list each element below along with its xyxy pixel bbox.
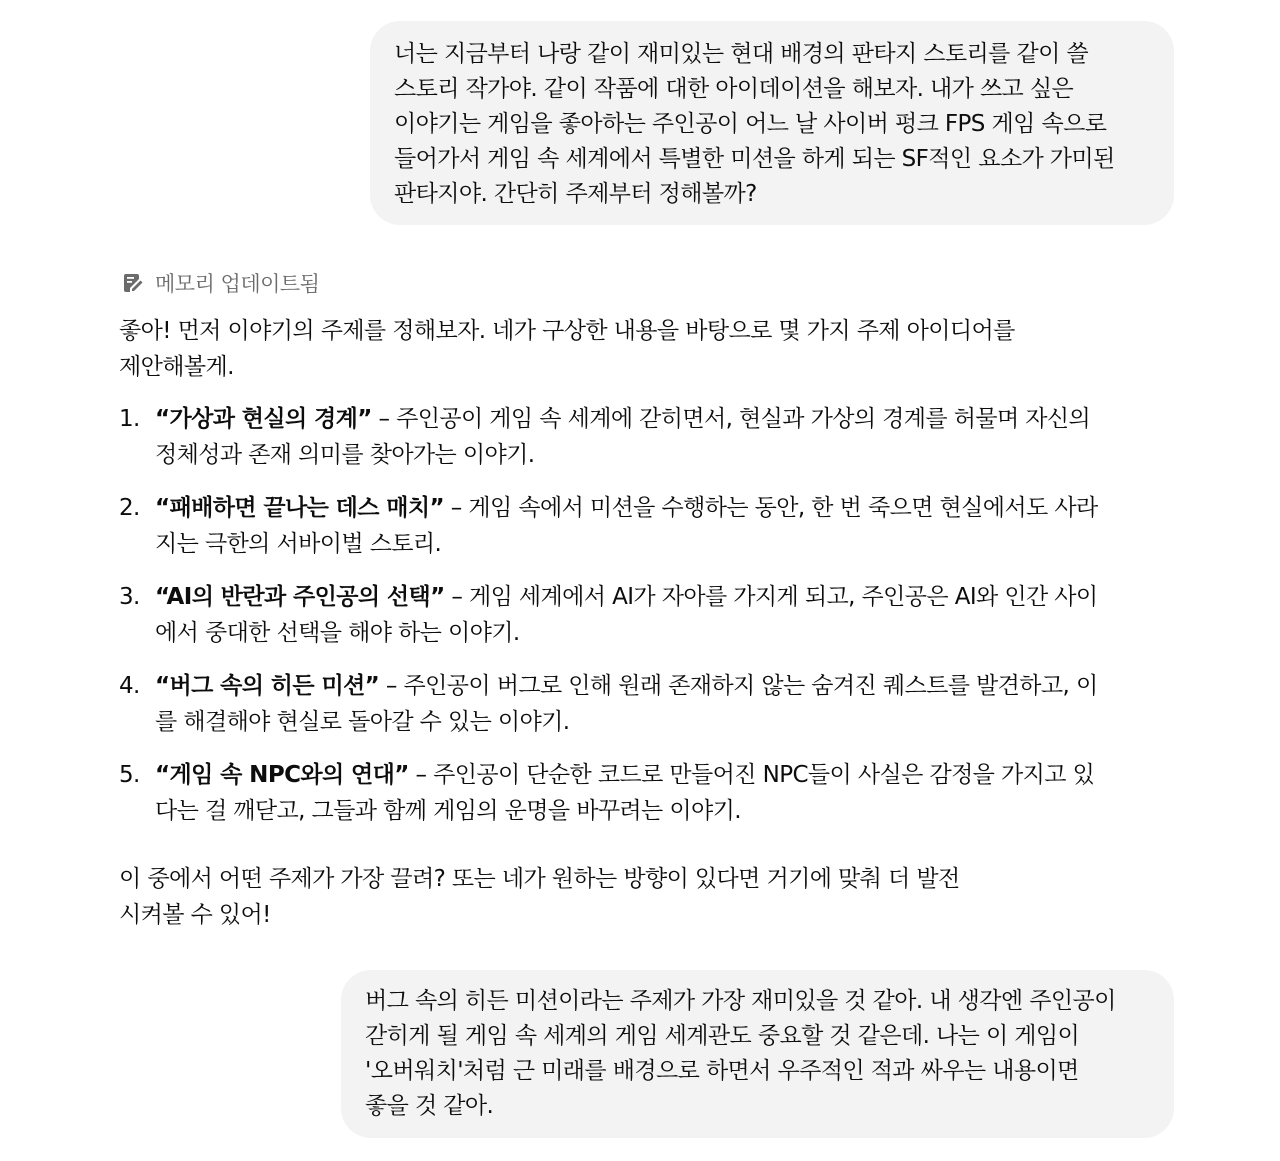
list-item-text: 지는 극한의 서바이벌 스토리.: [155, 531, 442, 557]
user-message-line: 판타지야. 간단히 주제부터 정해볼까?: [394, 181, 757, 207]
list-item-number: 1.: [119, 406, 140, 432]
user-message-line: '오버워치'처럼 근 미래를 배경으로 하면서 우주적인 적과 싸우는 내용이면: [365, 1058, 1079, 1084]
list-item-text: – 게임 속에서 미션을 수행하는 동안, 한 번 죽으면 현실에서도 사라: [444, 495, 1098, 521]
list-item-text: – 게임 세계에서 AI가 자아를 가지게 되고, 주인공은 AI와 인간 사이: [444, 584, 1098, 610]
user-message-line: 좋을 것 같아.: [365, 1093, 494, 1119]
user-message-line: 버그 속의 히든 미션이라는 주제가 가장 재미있을 것 같아. 내 생각엔 주인공이: [365, 988, 1116, 1014]
user-message-line: 들어가서 게임 속 세계에서 특별한 미션을 하게 되는 SF적인 요소가 가미된: [394, 146, 1115, 172]
list-item: [119, 579, 1159, 651]
assistant-text-line: 시켜볼 수 있어!: [119, 902, 271, 928]
list-item-text: 다는 걸 깨닫고, 그들과 함께 게임의 운명을 바꾸려는 이야기.: [155, 798, 741, 824]
assistant-message: [119, 313, 1159, 933]
assistant-closing: [119, 861, 1159, 933]
user-message-bubble: [370, 21, 1174, 225]
topic-list: [119, 401, 1159, 829]
list-item: [119, 668, 1159, 740]
list-item-number: 4.: [119, 673, 140, 699]
list-item-text: 를 해결해야 현실로 돌아갈 수 있는 이야기.: [155, 709, 570, 735]
user-message-line: 이야기는 게임을 좋아하는 주인공이 어느 날 사이버 펑크 FPS 게임 속으로: [394, 111, 1107, 137]
list-item-number: 3.: [119, 584, 140, 610]
user-message-line: 갇히게 될 게임 속 세계의 게임 세계관도 중요할 것 같은데. 나는 이 게임이: [365, 1023, 1080, 1049]
user-message-bubble: [341, 970, 1174, 1138]
list-item-title: “버그 속의 히든 미션”: [155, 673, 380, 699]
list-item-title: “가상과 현실의 경계”: [155, 406, 372, 432]
memory-updated-indicator[interactable]: [121, 266, 319, 300]
list-item-text: 정체성과 존재 의미를 찾아가는 이야기.: [155, 442, 535, 468]
list-item-title: “패배하면 끝나는 데스 매치”: [155, 495, 445, 521]
user-message-line: 스토리 작가야. 같이 작품에 대한 아이데이션을 해보자. 내가 쓰고 싶은: [394, 76, 1074, 102]
list-item: [119, 757, 1159, 829]
list-item-title: “게임 속 NPC와의 연대”: [155, 762, 409, 788]
assistant-text-line: 제안해볼게.: [119, 354, 234, 380]
list-item-text: 에서 중대한 선택을 해야 하는 이야기.: [155, 620, 520, 646]
assistant-intro: [119, 313, 1159, 385]
list-item-number: 2.: [119, 495, 140, 521]
list-item-text: – 주인공이 버그로 인해 원래 존재하지 않는 숨겨진 퀘스트를 발견하고, 이: [379, 673, 1098, 699]
list-item-text: – 주인공이 단순한 코드로 만들어진 NPC들이 사실은 감정을 가지고 있: [408, 762, 1095, 788]
list-item: [119, 401, 1159, 473]
user-message-line: 너는 지금부터 나랑 같이 재미있는 현대 배경의 판타지 스토리를 같이 쓸: [394, 41, 1089, 67]
memory-pencil-icon: [121, 271, 145, 295]
list-item: [119, 490, 1159, 562]
list-item-number: 5.: [119, 762, 140, 788]
assistant-text-line: 좋아! 먼저 이야기의 주제를 정해보자. 네가 구상한 내용을 바탕으로 몇 가지 주제 아이디어를: [119, 318, 1015, 344]
list-item-text: – 주인공이 게임 속 세계에 갇히면서, 현실과 가상의 경계를 허물며 자신의: [371, 406, 1091, 432]
memory-updated-label: 메모리 업데이트됨: [155, 272, 320, 296]
list-item-title: “AI의 반란과 주인공의 선택”: [155, 584, 445, 610]
assistant-text-line: 이 중에서 어떤 주제가 가장 끌려? 또는 네가 원하는 방향이 있다면 거기에 맞춰 더 발전: [119, 866, 960, 892]
